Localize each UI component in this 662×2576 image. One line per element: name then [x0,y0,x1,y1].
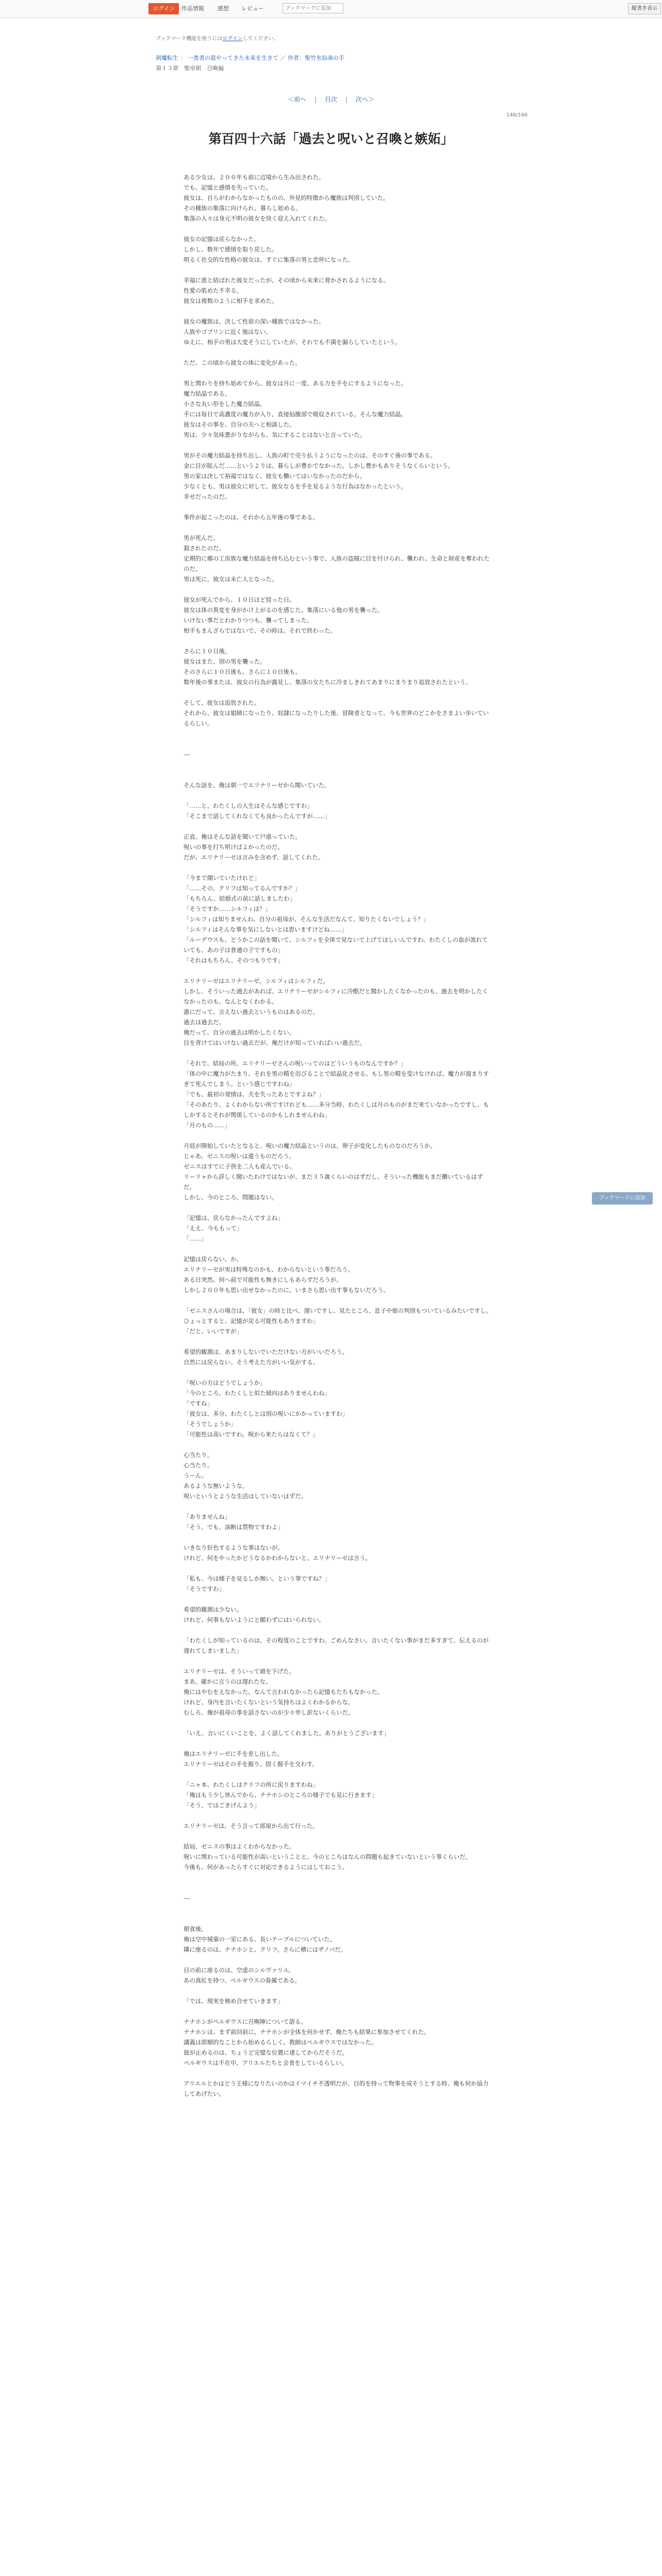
nav-novel-info[interactable]: 作品情報 [181,5,204,12]
body-paragraph: 数年後の事または、彼女の行為が露見し、集落の女たちに冷ましきれてあまりにまりまり追放されたという。 [184,679,472,686]
body-paragraph: 彼女は、自らがわからなかったものの、外見的特徴から魔族は判別していた。 [184,194,389,201]
body-paragraph: 「ルーデウスも、どうかこの話を聞いて、シルフィを全体で見ないで上げてほしいんですわ。わたくしの血が流れていても、あの子は普通の子ですもの」 [184,936,488,954]
body-paragraph [184,1718,493,1728]
body-paragraph [184,306,493,316]
body-paragraph: いけない事だとわかりつつも、襲ってしまった。 [184,617,313,624]
body-paragraph: 彼が止めるのは、ちょうど完璧な位置に達してからだそうだ。 [184,2049,348,2056]
body-paragraph: しかし、そういった過去があれば、エリナリーゼがシルフィに冷酷だと聞かしたくなかったのも、過去を明かしたくなかったのも、なんとなくわかる。 [184,988,488,1005]
body-paragraph: 結局、ゼニスの事はよくわからなかった。 [184,1843,295,1850]
series-link[interactable]: 剣魔転生 [156,55,178,61]
body-paragraph: 幸福に恵と結ばれた彼女だったが、その頃から未来に脅かされるようになる。 [184,277,389,284]
body-paragraph [184,862,493,873]
body-paragraph [184,790,493,801]
body-paragraph [184,770,493,780]
body-paragraph [184,1986,493,1996]
body-paragraph: エリナリーゼは、そう言って部屋から出て行った。 [184,1822,319,1829]
body-paragraph: 「わたくしが知っているのは、その程度のことですわ。ごめんなさい。言いたくない事がまだ多すぎて、伝えるのが遅れてしまいました」 [184,1637,489,1654]
body-paragraph: 男は死に、彼女は未亡人となった。 [184,575,278,583]
body-paragraph [184,821,493,832]
body-paragraph [184,1244,493,1254]
body-paragraph: その種族の集落に向けられ、暮らし始める。 [184,205,302,212]
pager-top [0,95,662,104]
body-paragraph [184,759,493,770]
body-paragraph: 「体の中に魔力がたまり、それを男の精を浴びることで結晶化させる。もし男の精を受けなければ、魔力が溜まりすぎて死んでしまう。という感じですわね」 [184,1070,489,1088]
body-paragraph [184,1295,493,1306]
body-paragraph [184,522,493,533]
body-paragraph: 「そうでしょうか」 [184,1420,237,1428]
body-paragraph [184,636,493,646]
body-paragraph: むしろ、俺が祖母の事を話さないのが少々申し訳ないくらいだ。 [184,1709,354,1716]
body-paragraph [184,1883,493,1893]
body-paragraph: 「可能性は高いですわ。呪から来たらはなくて？」 [184,1431,319,1438]
body-paragraph: 「月のもの……」 [184,1122,231,1129]
body-paragraph: 呪いというとような生活はしていないはずだ。 [184,1493,307,1500]
body-paragraph: 魔力結晶である。 [184,390,231,397]
body-paragraph: あの真紅を持つ、ペルギウスの眷属である。 [184,1977,301,1984]
body-paragraph: 性愛の肌めた不幸る。 [184,287,242,294]
body-paragraph [184,1955,493,1965]
body-paragraph: ナナホシがペルギウスに召喚陣について語る。 [184,2018,307,2025]
pager-separator: | [315,96,317,103]
body-paragraph [184,1810,493,1821]
body-paragraph: 「……」 [184,1235,207,1242]
body-paragraph: 「記憶は、戻らなかったんですよね」 [184,1214,284,1222]
body-paragraph: 隣に座るのは、ナナホシと、クリフ。さらに横にはザノバだ。 [184,1946,347,1953]
body-paragraph: 呪いに関わっている可能性が高いということと、今のところはなんの問題も起きていないという事くらいだ。 [184,1853,472,1860]
body-paragraph: しかし、今のところ、問題はない。 [184,1194,278,1201]
body-paragraph: 「そう。でも、油断は禁物ですわよ」 [184,1523,284,1531]
chapter-title: 第百四十六話「過去と呪いと召喚と嫉妬」 [208,131,454,146]
body-paragraph [184,1336,493,1347]
body-paragraph: エリナリーゼは、そういって頭を下げた。 [184,1668,295,1675]
body-paragraph: 「ありませんね」 [184,1513,231,1520]
body-paragraph: じゃあ、ゼニスの呪いは違うものだろう。 [184,1153,295,1160]
body-paragraph: ペルギウスは不在中、アリエルたちと会食をしているらしい。 [184,2059,347,2066]
body-paragraph: ゆえに、相手の男は大変そうにしていたが、それでも不満を漏らしていたという。 [184,338,401,346]
toc-link[interactable]: 目次 [324,96,337,103]
body-paragraph: 「彼女は、多分、わたくしとは別の呪いにかかっていますわ」 [184,1410,348,1417]
body-paragraph [184,265,493,275]
body-paragraph: 彼女は複数のように相手を求めた。 [184,297,278,304]
body-paragraph [184,1202,493,1213]
body-paragraph: 「ゼニスさんの場合は、「彼女」の時と比べ、遅いですし、見たところ、息子や娘の判別もついているみたいですし。ひょっとすると、記憶が戻る可能性もありますわ」 [184,1307,492,1325]
body-paragraph [184,1532,493,1543]
body-paragraph: 俺だって、自分の過去は明かしたくない。 [184,1029,295,1036]
body-paragraph [184,440,493,450]
body-paragraph: 殺されたのだ。 [184,545,225,552]
body-paragraph: そんな話を、俺は朝一でエリナリーゼから聞いていた。 [184,782,330,789]
body-paragraph [184,1625,493,1635]
body-paragraph: 「だと、いいですが」 [184,1328,242,1335]
body-paragraph: 希望的観測は、あまりしないでいただけない方がいいだろう。 [184,1348,348,1355]
body-paragraph: エリナリーゼはその手を握り、固く握手を交わす。 [184,1760,318,1768]
nav-review[interactable]: レビュー [241,5,264,12]
body-paragraph: それから、彼女は娼婦になったり、奴隷になったりした後、冒険者となって、今も世界のどこかをさまよい歩いているらしい。 [184,709,489,727]
prev-link[interactable]: ＜前へ [288,96,307,103]
body-paragraph: 過去は過去だ。 [184,1019,225,1026]
body-paragraph: 金に目が眩んだ……というよりは、暮らしが豊かでなかった。しかし豊かもありそうなくらいという。 [184,462,454,469]
body-paragraph: アリエルとかはどう王様になりたいのかはイマイチ不透明だが、目的を持って物事を成そうとする時、俺も何か協力してあげたい。 [184,2080,489,2097]
body-paragraph: 男が死んだ。 [184,534,219,541]
body-paragraph [184,584,493,595]
body-paragraph [184,687,493,698]
body-paragraph: 明るく社交的な性格の彼女は、すぐに集落の男と恋仲になった。 [184,256,354,263]
body-paragraph: ただ、この頃から彼女の体に変化があった。 [184,359,301,366]
body-paragraph: 「私も、今は様子を見るしか無い。という事ですね？」 [184,1575,330,1582]
author-link[interactable]: 作者：聖竹氷仙凍の手 [288,55,344,61]
body-paragraph: エリナリーゼはエリナリーゼ。シルフィはシルフィだ。 [184,977,329,985]
body-paragraph: 定期的に郷の工房族な魔力結晶を持ち込むという事で、人族の盗賊に目を付けられ、襲われ、生命と財産を奪われたのだ。 [184,555,490,572]
page-number: 146/166 [506,112,528,118]
body-paragraph: 「……その、クリフは知ってるんですか？」 [184,885,301,892]
body-paragraph [184,739,493,749]
body-paragraph [184,1913,493,1924]
body-paragraph [184,2006,493,2016]
body-paragraph [184,368,493,378]
body-paragraph: 「いえ、言いにくいことを、よく話してくれました。ありがとうございます」 [184,1730,390,1737]
body-paragraph: 幸せだったのだ。 [184,493,231,500]
body-paragraph: 俺は空中城塞の一室にある、長いテーブルについていた。 [184,1936,336,1943]
body-paragraph: 希望的観測は少ない。 [184,1606,242,1613]
body-paragraph [184,1872,493,1883]
body-paragraph: しかし、数年で感情を取り戻した。 [184,246,278,253]
body-paragraph: 男がその魔力結晶を持ち出し、人族の町で売り払うようになったのは、そのすぐ後の事である。 [184,452,436,459]
chapter-label: 第１３章 聖帝朝 召喚編 [156,65,224,72]
body-paragraph: 「……と、わたくしの人生はそんな感じですわ」 [184,802,313,809]
novel-body [184,172,493,2099]
body-paragraph: 朝食後。 [184,1925,207,1933]
body-paragraph [184,1656,493,1666]
login-button[interactable]: ログイン [148,3,179,14]
body-paragraph: 「今のところ、わたくしと似た傾向はありませんわね」 [184,1389,330,1397]
body-paragraph [184,1903,493,1913]
body-paragraph: 彼女が死んでから、１０日ほど経った日。 [184,596,295,603]
novel-title-link[interactable]: 一勇者の旅やってきた未来を生きて [188,55,278,61]
body-paragraph [184,1831,493,1841]
body-paragraph: 「今まで聞いていたけれど」 [184,874,260,882]
body-paragraph: 手には毎日で高濃度の魔力が入り、直接仙腹部で吸収されている。そんな魔力結晶。 [184,411,407,418]
body-paragraph [184,502,493,512]
body-paragraph [184,965,493,976]
body-paragraph: 男と関わりを持ち始めてから、彼女は月に一度、ある力を手をにするようになった。 [184,380,407,387]
floating-bookmark-button[interactable]: ブックマークに追加 [592,1192,653,1205]
body-paragraph: 「そのあたり、よくわからない所ですけれども……多分当時、わたくしは月のものがまだ来ていなかったですし、もしかするとそれが関係しているのかもしれませんわね」 [184,1101,489,1118]
body-paragraph [184,1563,493,1573]
body-paragraph: 誰にだって、言えない過去というものはあるのだ。 [184,1008,319,1015]
body-paragraph: ナナホシは、まず前回前に、ナナホシが全体を何かせず、俺たちも結果に参加させてくれた。 [184,2028,430,2036]
body-paragraph [184,1501,493,1512]
body-paragraph: でも、記憶と感情を失っていた。 [184,184,272,191]
body-paragraph: 「そこまで話してくれなくても良かったんですが……」 [184,812,330,820]
body-paragraph: 「シルフィはそんな事を気にしないとは思いますけどね……」 [184,926,347,933]
body-paragraph: 小さな丸い形をした魔力結晶。 [184,400,266,408]
body-paragraph: ある日突然、何へ前で可能性も無きにしもあらずだろうが。 [184,1276,342,1283]
breadcrumb-separator: ／ [280,55,288,61]
body-paragraph: そのさらに１０日後も、さらに１０日後も。 [184,668,301,675]
body-paragraph [184,1130,493,1141]
body-paragraph [184,2068,493,2078]
body-paragraph: 彼女の魔族は、決して性欲の深い種族ではなかった。 [184,318,325,325]
body-paragraph: 「そうですわ」 [184,1585,225,1592]
body-paragraph: 正直、俺はそんな話を聞いて戸惑っていた。 [184,833,301,840]
body-paragraph: 彼女はその事を、自分の夫へと相談した。 [184,421,295,428]
body-paragraph: 彼女はまた、別の男を襲った。 [184,658,266,665]
body-paragraph: 今後も、何があったらすぐに対応できるようにはしておこう。 [184,1863,348,1871]
body-paragraph: 彼女の記憶は戻らなかった。 [184,235,260,243]
bookmark-input[interactable] [283,3,343,13]
body-paragraph: 「ニャ本、わたくしはクリフの所に戻りますわね」 [184,1781,319,1788]
body-paragraph: いきなり好色するような事はないが。 [184,1544,284,1551]
body-paragraph: 相手もまんざらではないで、その時は、それで終わった。 [184,627,336,634]
body-paragraph [184,1439,493,1450]
body-paragraph: 自然には戻らない。そう考えた方がいい気がする。 [184,1359,319,1366]
body-paragraph: 事件が起こったのは、それから五年後の事である。 [184,514,319,521]
body-paragraph: けれど、身内を言いたくないという気持ちはよくわかるからな。 [184,1699,354,1706]
body-paragraph: 男は、少々気味悪がりながらも、気にすることはないと言っていた。 [184,431,366,438]
notice-text-post: してください。 [242,36,279,42]
body-paragraph [184,1367,493,1378]
body-paragraph: だが、エリナリーゼは言みを含めず、話してくれた。 [184,854,324,861]
body-paragraph: そして、彼女は追放された。 [184,699,260,706]
breadcrumb-separator: ： [180,55,188,61]
body-paragraph: 「呪いの方はどうでしょうか」 [184,1379,266,1386]
body-paragraph: 人族やゴブリンに近く強はない。 [184,328,272,335]
body-paragraph: リーリャから詳しく聞いたわけではないが、まだ３５歳くらいのはずだし、そういった機能もまだ働いているはずだ。 [184,1173,483,1191]
body-paragraph: さらに１０日後。 [184,648,231,655]
body-paragraph: 「シルフィは知りませんわ。自分の祖母が、そんな生活だなんて、知りたくないでしょう？」 [184,916,429,923]
notice-text-pre: ブックマーク機能を使うには [156,36,223,42]
body-paragraph [184,1769,493,1780]
body-paragraph: 「それで、結局の所、エリナリーゼさんの呪いってのはどういうものなんですか？」 [184,1060,407,1067]
body-paragraph: あるような無いような。 [184,1482,249,1489]
body-paragraph: 記憶は戻らない、か。 [184,1256,242,1263]
body-paragraph: しかし２００年も思い出せなかったのに、いまさら思い出す事もないだろう。 [184,1286,389,1294]
vertical-view-button[interactable]: 縦書き表示 [628,3,661,14]
body-paragraph: 彼女は体の異変を身がかけ上がるのを感じた。集落にいる他の男を襲った。 [184,606,384,614]
body-paragraph: けれど、何事もないようにと願わずにはいられない。 [184,1616,325,1623]
body-paragraph: 「それはもちろん。そのつもりです」 [184,957,284,964]
pager-separator: | [345,96,347,103]
nav-impressions[interactable]: 感想 [218,5,229,12]
top-bar [0,0,662,18]
body-paragraph: 月経が開始していたとなると、呪いの魔力結晶というのは、卵子が変化したものなのだろうか。 [184,1142,436,1149]
notice-login-link[interactable]: ログイン [222,36,243,42]
body-paragraph [184,347,493,358]
body-paragraph [184,1594,493,1604]
next-link[interactable]: 次へ＞ [355,96,374,103]
body-paragraph: 「そう、ではごきげんよう」 [184,1802,260,1809]
body-paragraph: 男の家は決して裕福ではなく、彼女も働いてはいなかったのだから。 [184,472,366,480]
body-paragraph: 少なくとも、男は彼女に対して、彼女なるを手を見るような行為はなかったという。 [184,483,407,490]
body-paragraph: 「俺はもう少し休んでから、ナナホシのところの様子でも見に行きます」 [184,1791,377,1799]
body-paragraph: 呪いの事を打ち明けばよかったのだ。 [184,843,284,851]
body-paragraph: エリナリーゼが実は特殊なのかも、わからないという事だろう。 [184,1266,354,1273]
body-paragraph: 集落の人々は身元不明の彼女を快く迎え入れてくれた。 [184,215,330,222]
body-paragraph: まあ、確かに言うのは遅れたな。 [184,1678,272,1685]
breadcrumb [156,54,344,62]
body-paragraph: --- [184,1894,190,1902]
login-notice [156,34,279,42]
body-paragraph [184,224,493,234]
body-paragraph: --- [184,751,190,758]
body-paragraph: 「そうですか……シルフィは？」 [184,905,271,912]
body-paragraph [184,1048,493,1058]
body-paragraph: 目の前に座るのは、空虚のシルヴァリル。 [184,1967,295,1974]
body-paragraph: 「ですね」 [184,1400,213,1407]
body-paragraph: 「では、現実を検め合せていきます」 [184,1997,284,2005]
body-paragraph: 「ええ、今ももって」 [184,1225,243,1232]
body-paragraph: ある少女は、２００年も前に辺境から生み出された。 [184,174,325,181]
body-paragraph: 「でも、最初の発情は、夫を失ったあとですよね？」 [184,1091,325,1098]
body-paragraph: 講義は即順的なことから始めるらしく、教師はペルギウスではなかった。 [184,2039,377,2046]
body-paragraph: ゼニスはすでに子供を二人も産んでいる。 [184,1163,295,1170]
body-paragraph: 俺にはやむをえなかった。なんて言われなかったら記憶もたちもなかった。 [184,1688,384,1696]
body-paragraph: うーん。 [184,1472,208,1479]
body-paragraph [184,728,493,739]
body-paragraph: 「もちろん、結婚式の前に話しましたわ」 [184,895,296,902]
body-paragraph: けれど、何をやったかどうなるかわからないと、エリナリーゼは言う。 [184,1554,372,1562]
body-paragraph [184,1738,493,1749]
body-paragraph: 心当たり。 [184,1462,213,1469]
body-paragraph: 俺はエリナリーゼに手を差し出した。 [184,1750,284,1757]
body-paragraph: 目を背けてはいけない過去だが、俺だけが知っていればいい過去だ。 [184,1039,366,1046]
body-paragraph: 心当たり。 [184,1451,213,1459]
